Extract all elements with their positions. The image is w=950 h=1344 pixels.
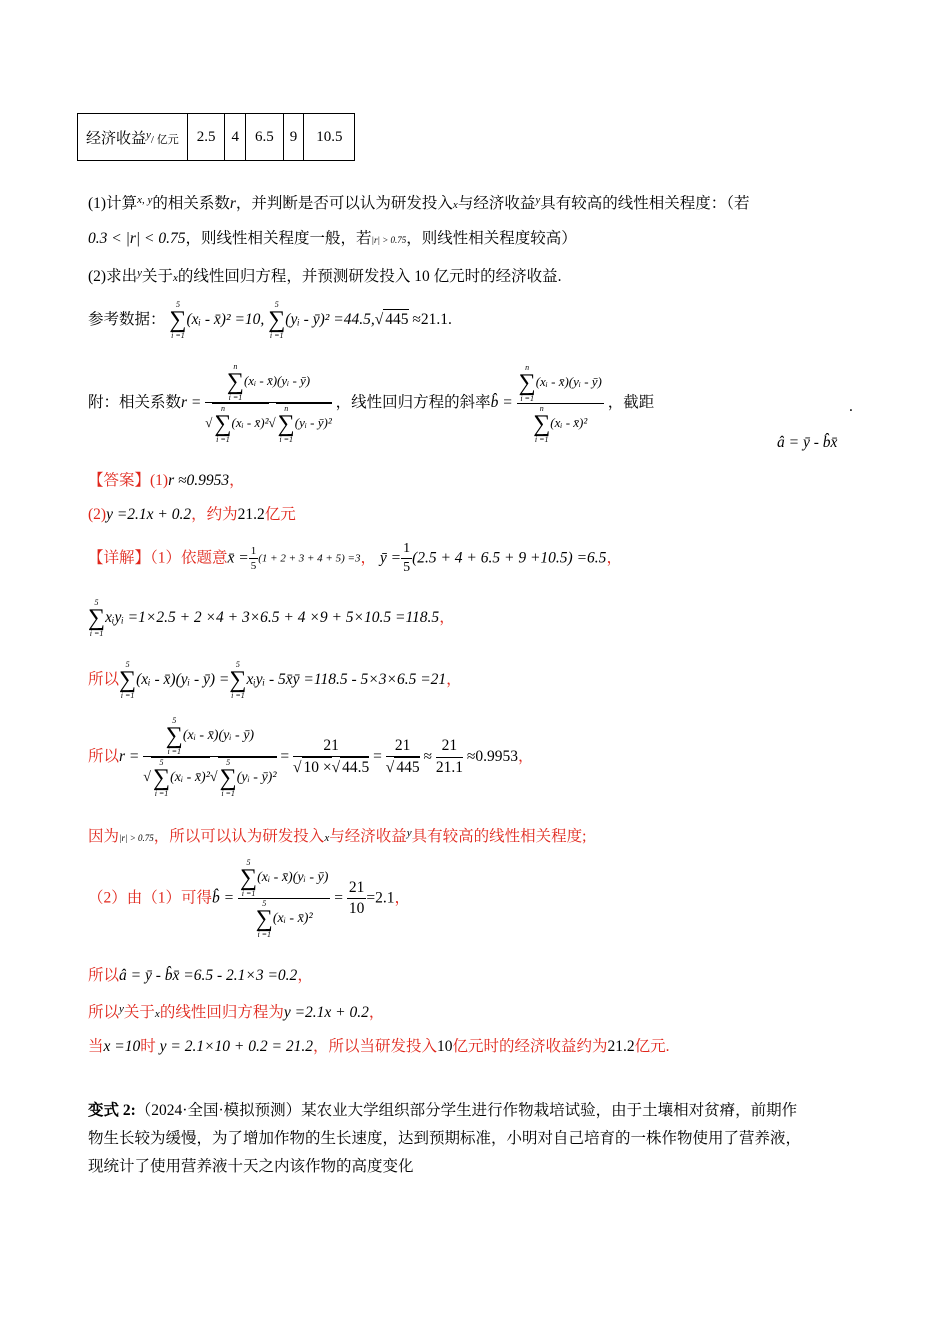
detail-line-1 [88,540,622,577]
frac-one-fifth: $\frac{1}{5}$ [250,544,257,573]
q2-text: 的线性回归方程，并预测研发投入 10 亿元时的经济收益. [177,268,562,285]
sum-upper: n [525,362,530,372]
frac-num: 21 [386,736,420,757]
detail-b-num: (xᵢ - x̄)(yᵢ - ȳ) [257,870,329,886]
detail-var-x: x [324,832,330,844]
frac-step-1 [293,736,369,778]
detail-end: ， [517,747,534,765]
frac-den: √ n ∑ i =1 (xᵢ - x̄)²√ n ∑ i =1 (yᵢ - ȳ)² [205,404,332,444]
fu-snum: (xᵢ - x̄)(yᵢ - ȳ) [535,373,602,389]
frac-den: 5 ∑ i =1 (xᵢ - x̄)² [255,899,313,939]
detail-x10: x =10 [103,1038,141,1055]
table-header-cell [78,114,188,161]
detail-b-den: (xᵢ - x̄)² [272,911,313,927]
frac-den-part: 10 × [302,757,332,778]
answer-val: 21.2 [237,506,265,523]
table-cell: 10.5 [304,114,355,161]
frac-den: √ 445 [386,757,420,778]
q2-var-x: x [172,272,178,284]
detail-text: 的线性回归方程为 [159,1004,284,1021]
question-1-line-2 [88,229,577,249]
detail-xy-rhs: =1×2.5 + 2 ×4 + 3×6.5 + 4 ×9 + 5×10.5 =118.5 [127,608,440,626]
answer-line-2 [88,505,296,525]
detail-r-den1: (xᵢ - x̄)² [170,770,210,786]
sum-upper: n [220,404,225,413]
fu-num: (xᵢ - x̄)(yᵢ - ȳ) [243,372,311,388]
frac-den-part: 445 [394,757,419,778]
answer-line-1 [88,471,245,491]
detail-end: ， [439,608,455,626]
r-formula [143,716,276,798]
detail-suoyi: 所以 [88,967,120,984]
frac-num: 21 [347,878,367,899]
detail-approx: ≈0.9953 [466,747,518,765]
q2-var-y: y [137,267,142,279]
fu-dot: . [849,398,853,415]
sum-lower: i =1 [167,747,182,756]
sigma-symbol: 5 ∑ i =1 [229,660,247,700]
frac-num: 5 ∑ i =1 (xᵢ - x̄)(yᵢ - ȳ) [143,716,276,757]
sum-lower: i =1 [520,393,534,403]
detail-r-den2: (yᵢ - ȳ)² [236,770,277,786]
detail-val: 21.2 [607,1038,635,1055]
detail-reg-eq: y =2.1x + 0.2 [283,1004,369,1021]
detail-text: 关于 [123,1004,155,1021]
detail-line-9 [88,1037,670,1057]
detail-var-y: y [119,1003,124,1015]
appendix-formulas [88,362,654,444]
detail-text: 当 [88,1038,104,1055]
sum-lower: i =1 [228,393,243,402]
frac-b-value [347,878,367,919]
detail-end: ， [446,670,462,688]
variant-line-3 [88,1157,414,1177]
detail-end: ， [368,1004,385,1021]
variant-text: 物生长较为缓慢，为了增加作物的生长速度，达到预期标准，小明对自己培育的一株作物使用了营养液， [88,1130,802,1147]
detail-end: ， [394,889,410,907]
fu-den2: (yᵢ - ȳ)² [294,414,332,430]
fu-r: r = [181,393,202,411]
sum-upper: n [539,403,544,413]
sum-upper: 5 [159,758,164,767]
sigma-symbol: 5 ∑ i =1 [169,300,187,340]
sigma-symbol: 5 ∑ i =1 [88,598,106,638]
correlation-formula [205,362,331,444]
sum-upper: n [284,404,289,413]
sum-lower: i =1 [241,889,256,898]
frac-den: n ∑ i =1 (xᵢ - x̄)² [533,403,588,444]
answer-part: (2) [88,506,107,523]
ref-sqrt: 445 [383,309,408,330]
variant-text: 现统计了使用营养液十天之内该作物的高度变化 [88,1158,414,1175]
reference-data: 参考数据： 5 ∑ i =1 (xᵢ - x̄)² =10, 5 ∑ i =1 (yᵢ - ȳ)² =44.5,√ 445 ≈21.1. [88,300,452,340]
variant-text: （2024·全国·模拟预测）某农业大学组织部分学生进行作物栽培试验，由于土壤相对贫瘠，前期作 [135,1102,798,1119]
detail-line-8 [88,1002,384,1023]
sum-lower: i =1 [171,331,185,340]
answer-r: r ≈0.9953 [168,472,230,489]
sum-upper: 5 [262,899,267,908]
detail-xy-lhs: xᵢyᵢ [105,608,124,626]
sum-upper: 5 [172,716,177,725]
table-header-var: y [146,128,151,141]
q1-range: 0.3 < |r| < 0.75 [88,230,186,247]
detail-text: 因为 [88,828,120,845]
detail-line-6: （2）由（1）可得b̂ = 5 ∑ i =1 (xᵢ - x̄)(yᵢ - ȳ) 5 ∑ i =1 (xᵢ - x̄)² = $\frac{21}{10}$ =2.1， [88,858,410,939]
data-table [77,113,355,161]
detail-text: 时 [140,1038,156,1055]
question-2 [88,266,562,287]
variant-line-1 [88,1101,797,1121]
detail-s-rhs: xᵢyᵢ - 5x̄ȳ =118.5 - 5×3×6.5 =21 [246,670,447,688]
detail-suoyi: 所以 [88,747,120,765]
detail-end: ， [606,549,622,567]
sum-upper: 5 [175,300,180,309]
sum-upper: n [233,362,238,371]
question-1-line-1 [88,193,749,214]
sum-lower: i =1 [120,691,135,700]
detail-line-5 [88,826,586,847]
frac-den: √ 5 ∑ i =1 (xᵢ - x̄)²√ 5 ∑ i =1 (yᵢ - ȳ)² [143,758,277,798]
frac-den-part: 44.5 [340,757,369,778]
detail-line-4: 所以r = 5 ∑ i =1 (xᵢ - x̄)(yᵢ - ȳ) √ 5 ∑ i =1 (xᵢ - x̄)²√ 5 ∑ i =1 (yᵢ - ȳ)² = $\frac{21}{√ 10 \times√ 44.5}$ = $\frac{21}{√ 445}$ ≈ $\frac{21}{21.1}$ ≈0.9953， [88,716,534,798]
q1-text: 的相关系数 [152,195,230,212]
q1-text: 具有较高的线性相关程度：（若 [540,195,750,212]
detail-text: （2）由（1）可得 [88,889,213,907]
detail-text: 与经济收益 [329,828,407,845]
sigma-symbol: 5 ∑ i =1 [268,300,286,340]
ref-sum-y: (yᵢ - ȳ)² =44.5, [285,310,375,328]
detail-text: （1）依题意 [150,549,228,567]
frac-den: 21.1 [435,758,463,776]
table-row [78,114,355,161]
frac-step-3 [436,736,463,777]
frac-num: 5 ∑ i =1 (xᵢ - x̄)(yᵢ - ȳ) [239,858,329,898]
fu-slope-text: ，线性回归方程的斜率 [335,393,491,411]
detail-suoyi: 所以 [88,670,120,688]
frac-num: n ∑ i =1 (xᵢ - x̄)(yᵢ - ȳ) [518,362,602,403]
detail-line-2 [88,598,455,638]
answer-unit: 亿元 [264,506,296,523]
detail-tag: 【详解】 [88,549,151,567]
table-header-unit: / 亿元 [150,133,179,146]
fu-intercept-text: ，截距 [607,393,655,411]
detail-var-y: y [406,827,412,839]
q2-text: (2)求出 [88,268,138,285]
fu-den1: (xᵢ - x̄)² [231,414,269,430]
frac-num: 21 [293,736,369,757]
detail-s-lhs: (xᵢ - x̄)(yᵢ - ȳ) = [136,670,230,688]
detail-ysum: (2.5 + 4 + 6.5 + 9 +10.5) =6.5 [412,549,607,567]
q1-text: ，并判断是否可以认为研发投入 [235,195,453,212]
detail-line-3 [88,660,462,700]
variant-line-2 [88,1129,801,1149]
q2-text: 关于 [141,268,173,285]
detail-ten: 10 [436,1038,453,1055]
detail-unit: 亿元. [634,1038,670,1055]
sum-lower: i =1 [257,930,272,939]
detail-text: 亿元时的经济收益约为 [452,1038,608,1055]
table-cell: 9 [283,114,304,161]
sum-upper: 5 [246,858,251,867]
table-cell: 2.5 [187,114,225,161]
frac-num: 21 [436,736,463,757]
frac-step-2 [386,736,420,778]
b-formula [238,858,330,939]
q1-var-xy: x, y [137,194,153,206]
detail-end: ， [297,967,313,984]
table-cell: 4 [225,114,246,161]
q1-threshold: |r| > 0.75 [371,235,407,245]
frac-one-fifth: $\frac{1}{5}$ [403,541,411,576]
detail-var-x: x [154,1008,160,1020]
sum-upper: 5 [125,660,130,669]
detail-line-7 [88,966,313,986]
detail-abs-r: |r| > 0.75 [119,833,154,843]
q1-var-x: x [452,199,458,211]
sum-lower: i =1 [534,434,549,444]
detail-a-line: â = ȳ - b̂x̄ =6.5 - 2.1×3 =0.2 [119,967,298,984]
answer-comma: ， [229,472,245,489]
detail-sep: ， [360,549,376,567]
ref-sum-x: (xᵢ - x̄)² =10, [186,310,265,328]
q1-text: ，则线性相关程度较高） [406,230,577,247]
frac-num: n ∑ i =1 (xᵢ - x̄)(yᵢ - ȳ) [205,362,331,403]
detail-text: 具有较高的线性相关程度; [411,828,587,845]
detail-r-num: (xᵢ - x̄)(yᵢ - ȳ) [182,728,255,744]
sum-lower: i =1 [221,789,235,798]
q1-var-r: r [229,195,236,212]
sum-upper: 5 [235,660,240,669]
fu-sden: (xᵢ - x̄)² [550,414,588,430]
sum-upper: 5 [226,758,231,767]
q1-var-y: y [535,194,541,206]
detail-text: ，所以可以认为研发投入 [153,828,325,845]
sum-lower: i =1 [279,435,293,444]
q1-text: 与经济收益 [457,195,536,212]
sum-lower: i =1 [216,435,230,444]
table-header-label: 经济收益 [86,130,147,147]
ref-label: 参考数据： [88,310,166,328]
answer-tag: 【答案】 [88,472,151,489]
sigma-symbol: 5 ∑ i =1 [119,660,137,700]
frac-den: √ 10 ×√ 44.5 [293,757,369,778]
sum-lower: i =1 [231,691,245,700]
detail-calc: y = 2.1×10 + 0.2 = 21.2 [159,1038,313,1055]
q1-text: (1)计算 [88,195,138,212]
table-cell: 6.5 [245,114,283,161]
fu-a-formula: â = ȳ - b̂x̄ [777,434,838,451]
sum-upper: 5 [94,598,99,607]
sum-upper: 5 [274,300,279,309]
fu-label: 附：相关系数 [88,393,182,411]
frac-den: 10 [348,900,365,917]
answer-part: (1) [150,472,169,489]
sum-lower: i =1 [89,629,104,638]
variant-label: 变式 2: [88,1102,136,1119]
detail-text: ，所以当研发投入 [312,1038,437,1055]
slope-formula [517,363,604,444]
sum-lower: i =1 [269,331,284,340]
answer-eq: y =2.1x + 0.2 [106,506,192,523]
detail-ybar: ȳ = [379,549,402,567]
answer-text: ，约为 [191,506,238,523]
detail-xbar: x̄ = [227,549,249,567]
detail-xsum: (1 + 2 + 3 + 4 + 5) =3 [258,552,361,565]
detail-suoyi: 所以 [88,1004,120,1021]
ref-approx: ≈21.1. [412,310,452,328]
fu-b: b̂ = [490,393,513,411]
detail-b-rhs: =2.1 [366,889,395,907]
sum-lower: i =1 [154,789,169,798]
q1-text: ，则线性相关程度一般，若 [185,230,372,247]
